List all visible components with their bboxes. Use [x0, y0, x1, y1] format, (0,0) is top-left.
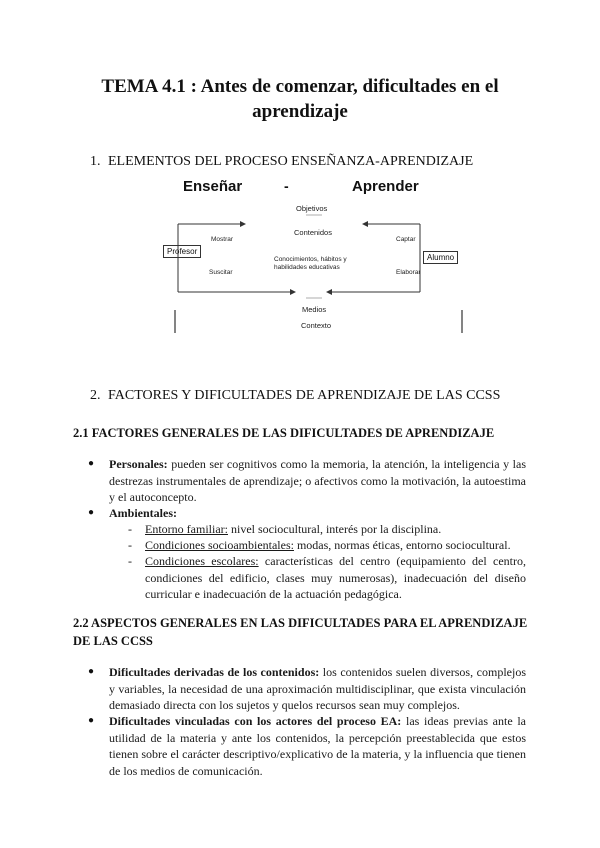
- personales-paragraph: [109, 456, 526, 506]
- bullet: ●: [88, 458, 95, 469]
- diagram-objetivos: Objetivos: [296, 204, 328, 213]
- diagram-dash: -: [284, 178, 289, 194]
- dash: -: [128, 554, 132, 568]
- actores-paragraph: [109, 713, 526, 779]
- diagram-elaborar: Elaborar: [396, 269, 421, 276]
- contenidos-label: Dificultades derivadas de los contenidos:: [109, 665, 320, 679]
- bullet: ●: [88, 507, 95, 518]
- section-2-title: FACTORES Y DIFICULTADES DE APRENDIZAJE DE LAS CCSS: [108, 388, 501, 403]
- actores-label: Dificultades vinculadas con los actores del proceso EA:: [109, 714, 402, 728]
- section-1-title: ELEMENTOS DEL PROCESO ENSEÑANZA-APRENDIZAJE: [108, 154, 474, 169]
- dash: -: [128, 522, 132, 536]
- diagram-captar: Captar: [396, 236, 416, 243]
- escolares-text: características del centro (equipamiento del centro, condiciones del edificio, clases muy numerosas), inadecuación del diseño curricular e inadecuación de la actuación pedagógica.: [145, 554, 526, 601]
- bullet: ●: [88, 666, 95, 677]
- diagram-bottom-arrow-left: [326, 289, 332, 295]
- contenidos-paragraph: [109, 664, 526, 714]
- section-2-heading: [90, 387, 500, 405]
- subsection-2-2-heading: 2.2 ASPECTOS GENERALES EN LAS DIFICULTADES PARA EL APRENDIZAJE DE LAS CCSS: [73, 616, 528, 648]
- personales-text: pueden ser cognitivos como la memoria, la atención, la inteligencia y las destrezas instrumentales de aprendizaje; o afectivos como la motivación, la autoestima y el autoconcepto.: [109, 457, 526, 504]
- subsection-2-1-heading: 2.1 FACTORES GENERALES DE LAS DIFICULTADES DE APRENDIZAJE: [73, 426, 495, 440]
- diagram-top-arrow-left: [362, 221, 368, 227]
- dash: -: [128, 538, 132, 552]
- diagram-top-arrow-right: [240, 221, 246, 227]
- section-2-number: 2.: [90, 388, 101, 403]
- diagram-medios: Medios: [302, 305, 327, 314]
- socio-item: [145, 537, 526, 554]
- ambientales-label-text: Ambientales:: [109, 506, 177, 520]
- bullet: ●: [88, 715, 95, 726]
- contenidos-text: los contenidos suelen diversos, complejos y variables, la necesidad de una aproximación multidisciplinar, que exista vinculación demasiado directa con los sujetos y quelos recursos sean muy complejos.: [109, 665, 526, 712]
- diagram-conocimientos: Conocimientos, hábitos y habilidades educativas: [274, 256, 347, 271]
- entorno-label: Entorno familiar:: [145, 522, 228, 536]
- socio-label: Condiciones socioambientales:: [145, 538, 294, 552]
- diagram-suscitar: Suscitar: [209, 269, 233, 276]
- section-1-number: 1.: [90, 154, 101, 169]
- socio-text: modas, normas éticas, entorno sociocultural.: [293, 538, 511, 552]
- diagram-bottom-arrow: [290, 289, 296, 295]
- diagram-ensenar: Enseñar: [183, 178, 243, 195]
- entorno-item: [145, 521, 526, 538]
- page-title: TEMA 4.1 : Antes de comenzar, dificultades en el aprendizaje: [101, 76, 499, 122]
- diagram-profesor-box: Profesor: [163, 245, 201, 258]
- diagram-alumno-box: Alumno: [423, 251, 458, 264]
- diagram-contexto: Contexto: [301, 321, 332, 330]
- entorno-text: nivel sociocultural, interés por la disciplina.: [227, 522, 442, 536]
- personales-label: Personales:: [109, 457, 168, 471]
- diagram-aprender: Aprender: [352, 178, 419, 195]
- actores-text: las ideas previas ante la utilidad de la materia y ante los contenidos, la percepción preestablecida que estos tienen sobre el carácter descriptivo/explicativo de la materia, y la influencia que tienen de los medios de comunicación.: [109, 714, 526, 778]
- escolares-item: [145, 553, 526, 603]
- diagram-mostrar: Mostrar: [211, 236, 234, 243]
- escolares-label: Condiciones escolares:: [145, 554, 259, 568]
- ambientales-label: [109, 505, 526, 522]
- diagram-contenidos: Contenidos: [294, 228, 332, 237]
